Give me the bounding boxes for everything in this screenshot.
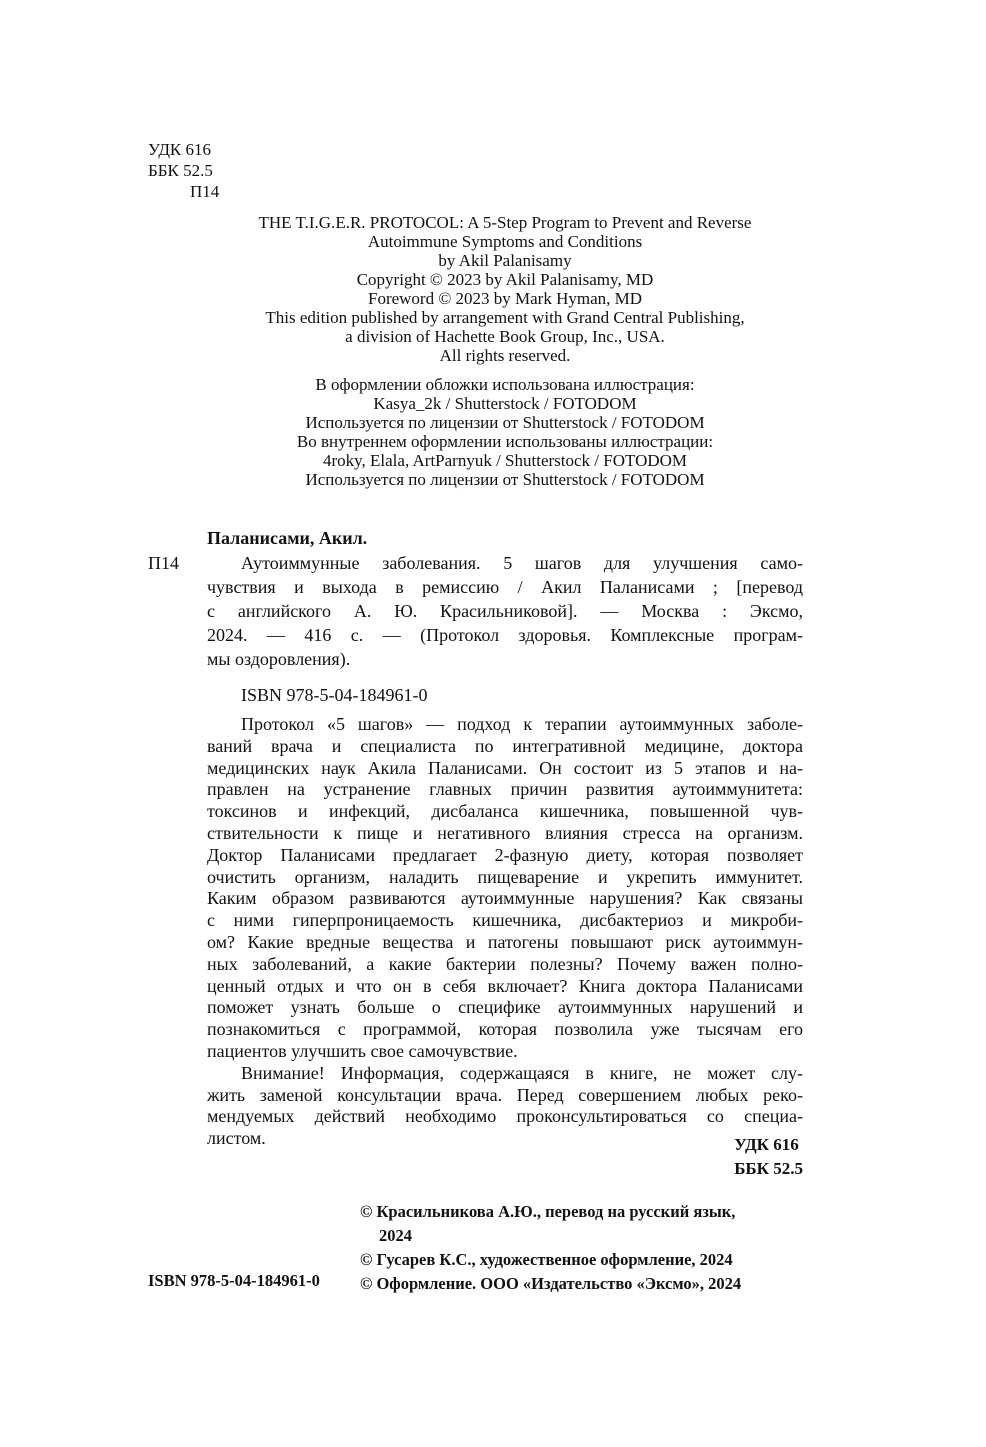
- translation-copyright-year: 2024: [379, 1226, 412, 1245]
- publisher-copyright: © Оформление. ООО «Издательство «Эксмо», 2024: [360, 1274, 742, 1293]
- original-title-line: THE T.I.G.E.R. PROTOCOL: A 5-Step Program to Prevent and Reverse: [258, 213, 752, 232]
- credit-line: Kasya_2k / Shutterstock / FOTODOM: [373, 394, 637, 413]
- warning-line: Внимание! Информация, содержащаяся в книге, не может слу-: [241, 1062, 803, 1083]
- bibliographic-description: [207, 551, 803, 671]
- warning-line: листом.: [207, 1128, 266, 1149]
- description-line: Аутоиммунные заболевания. 5 шагов для улучшения само-: [241, 553, 803, 573]
- original-edition-info: [205, 213, 805, 365]
- arrangement-line: This edition published by arrangement with Grand Central Publishing,: [265, 308, 745, 327]
- warning-line: мендуемых действий необходимо проконсультироваться со специа-: [207, 1106, 803, 1127]
- copyright-notices: [360, 1200, 810, 1296]
- bottom-isbn: ISBN 978-5-04-184961-0: [148, 1271, 320, 1290]
- annotation-line: ваний врача и специалиста по интегративной медицине, доктора: [207, 735, 803, 756]
- classification-codes: [148, 139, 219, 202]
- annotation-line: Каким образом развиваются аутоиммунные нарушения? Как связаны: [207, 888, 803, 909]
- annotation-line: очистить организм, наладить пищеварение и укрепить иммунитет.: [207, 866, 803, 887]
- author-heading: Паланисами, Акил.: [207, 528, 368, 548]
- description-line: чувствия и выхода в ремиссию / Акил Паланисами ; [перевод: [207, 577, 803, 597]
- annotation-line: Доктор Паланисами предлагает 2-фазную диету, которая позволяет: [207, 844, 803, 865]
- annotation-line: правлен на устранение главных причин развития аутоиммунитета:: [207, 779, 803, 800]
- description-line: 2024. — 416 с. — (Протокол здоровья. Комплексные програм-: [207, 625, 803, 645]
- design-copyright: © Гусарев К.С., художественное оформление, 2024: [360, 1250, 733, 1269]
- author-mark: П14: [190, 182, 220, 201]
- original-subtitle-line: Autoimmune Symptoms and Conditions: [367, 232, 643, 251]
- annotation-line: Протокол «5 шагов» — подход к терапии аутоиммунных заболе-: [241, 714, 803, 734]
- credit-line: Используется по лицензии от Shutterstock / FOTODOM: [305, 470, 705, 489]
- translation-copyright: © Красильникова А.Ю., перевод на русский язык,: [360, 1202, 736, 1221]
- annotation-line: ных заболеваний, а какие бактерии полезны? Почему важен полно-: [207, 953, 803, 974]
- annotation-line: ценный отдых и что он в себя включает? Книга доктора Паланисами: [207, 975, 803, 996]
- annotation-line: познакомиться с программой, которая позволила уже тысячам его: [207, 1019, 803, 1040]
- annotation: [207, 714, 803, 1150]
- annotation-line: с ними гиперпроницаемость кишечника, дисбактериоз и микроби-: [207, 910, 803, 931]
- bottom-bbk-code: ББК 52.5: [734, 1159, 803, 1178]
- bottom-udk-code: УДК 616: [734, 1135, 799, 1154]
- copyright-line: Copyright © 2023 by Akil Palanisamy, MD: [356, 270, 654, 289]
- biblio-author-mark: П14: [148, 553, 179, 573]
- description-line: с английского А. Ю. Красильниковой]. — Москва : Эксмо,: [207, 601, 803, 621]
- annotation-line: пациентов улучшить свое самочувствие.: [207, 1040, 518, 1061]
- rights-line: All rights reserved.: [439, 346, 571, 365]
- credit-line: Во внутреннем оформлении использованы иллюстрации:: [296, 432, 714, 451]
- isbn: ISBN 978-5-04-184961-0: [241, 685, 428, 705]
- credit-line: Используется по лицензии от Shutterstock / FOTODOM: [305, 413, 705, 432]
- udk-code: УДК 616: [148, 140, 212, 159]
- bbk-code: ББК 52.5: [148, 161, 213, 180]
- annotation-line: ствительности к пище и негативного влияния стресса на организм.: [207, 822, 803, 843]
- description-line: мы оздоровления).: [207, 649, 351, 669]
- credit-line: В оформлении обложки использована иллюстрация:: [315, 375, 695, 394]
- annotation-line: медицинских наук Акила Паланисами. Он состоит из 5 этапов и на-: [207, 757, 803, 778]
- illustration-credits: [205, 375, 805, 489]
- annotation-line: токсинов и инфекций, дисбаланса кишечника, повышенной чув-: [207, 801, 803, 822]
- foreword-line: Foreword © 2023 by Mark Hyman, MD: [367, 289, 643, 308]
- division-line: a division of Hachette Book Group, Inc., USA.: [345, 327, 665, 346]
- warning-line: жить заменой консультации врача. Перед совершением любых реко-: [207, 1084, 803, 1105]
- original-author-line: by Akil Palanisamy: [438, 251, 572, 270]
- annotation-line: ом? Какие вредные вещества и патогены повышают риск аутоиммун-: [207, 931, 803, 952]
- bottom-classification-codes: [734, 1133, 803, 1181]
- credit-line: 4roky, Elala, ArtParnyuk / Shutterstock / FOTODOM: [322, 451, 688, 470]
- annotation-line: поможет узнать больше о специфике аутоиммунных нарушений и: [207, 997, 803, 1018]
